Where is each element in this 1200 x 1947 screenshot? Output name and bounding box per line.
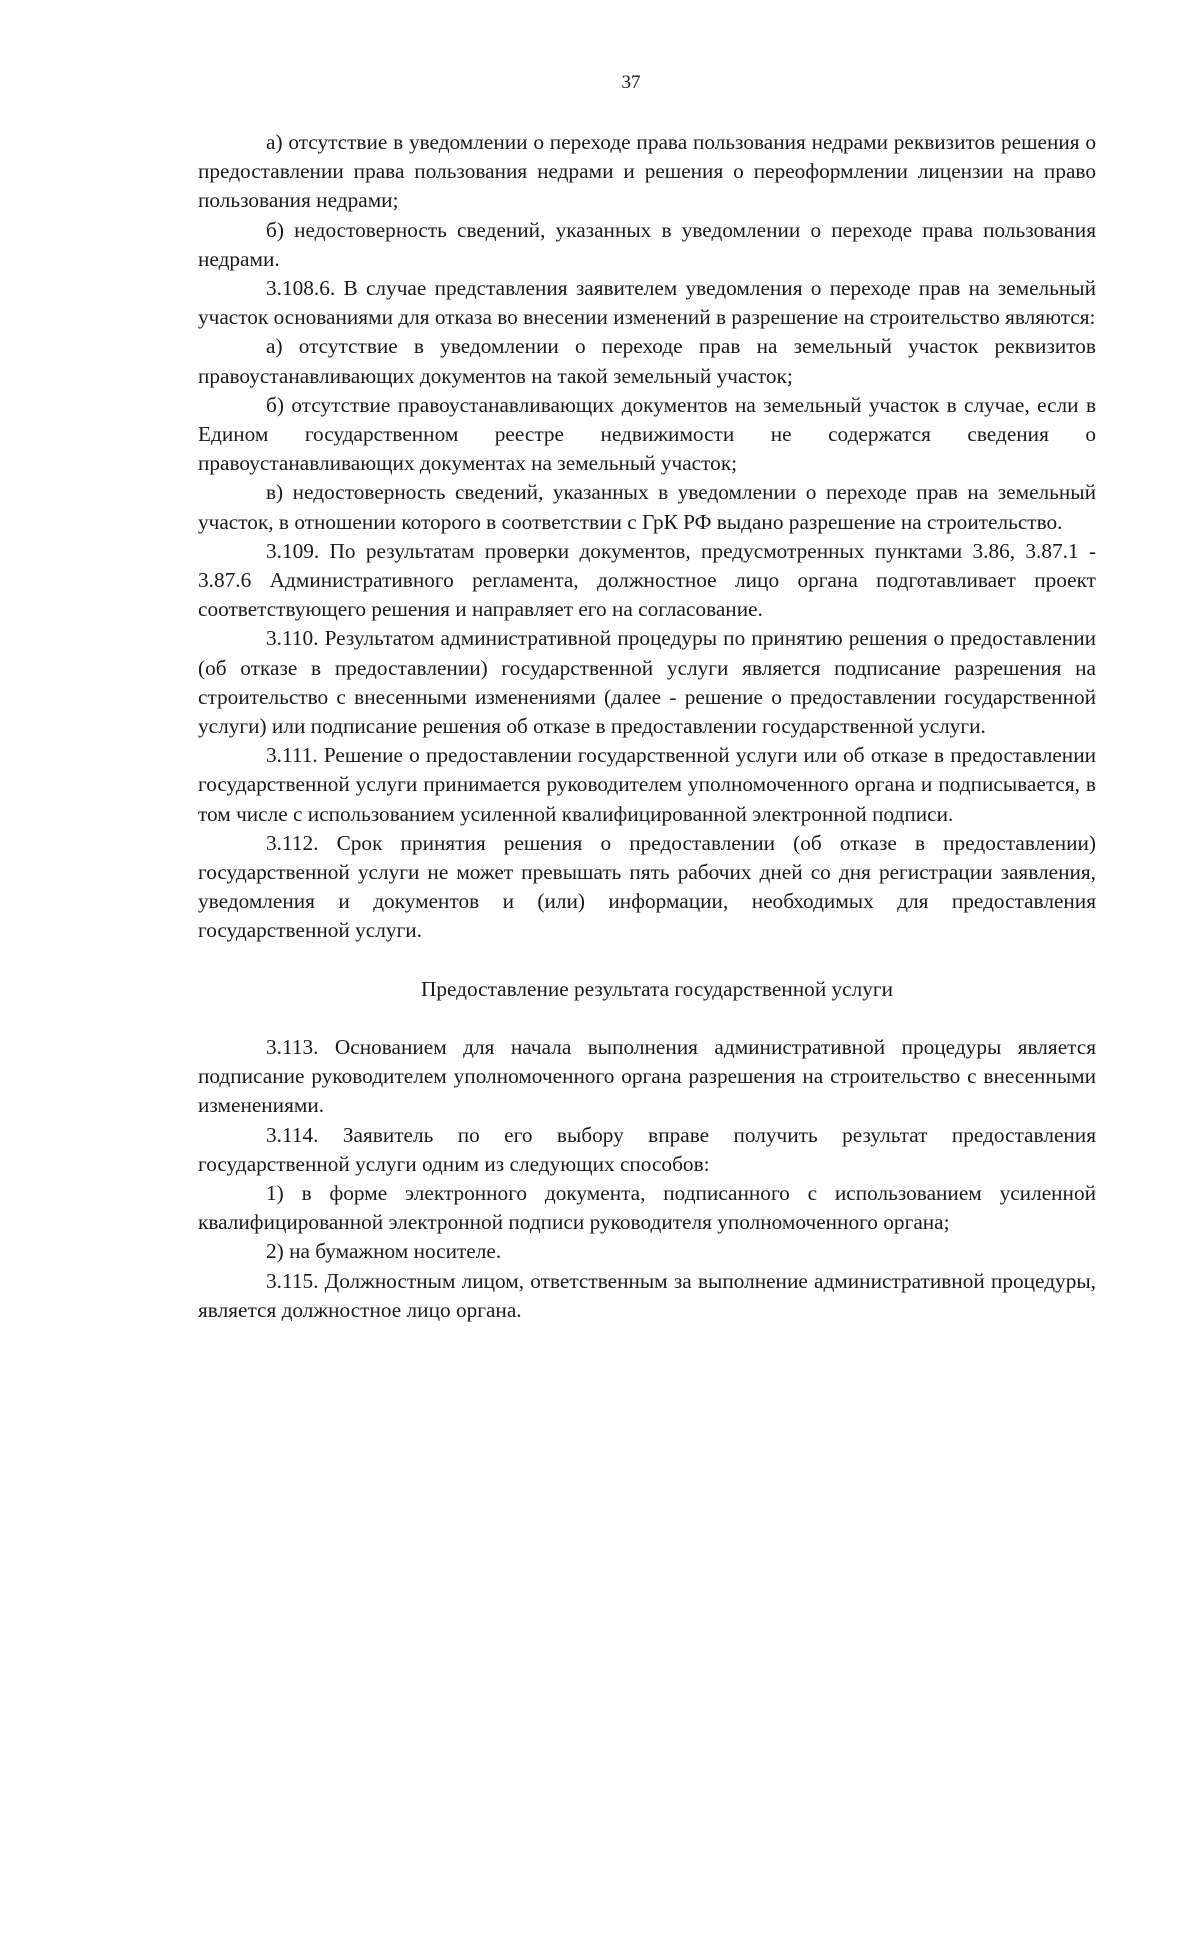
paragraph: в) недостоверность сведений, указанных в уведомлении о переходе прав на земельный участок, в отношении которого в соответствии с ГрК РФ выдано разрешение на строительство. xyxy=(198,480,1096,534)
page-number: 37 xyxy=(621,72,641,93)
paragraph: 1) в форме электронного документа, подписанного с использованием усиленной квалифицированной электронной подписи руководителя уполномоченного органа; xyxy=(198,1180,1096,1235)
section-heading: Предоставление результата государственной услуги xyxy=(420,976,894,1001)
paragraph: 3.112. Срок принятия решения о предоставлении (об отказе в предоставлении) государственной услуги не может превышать пять рабочих дней со дня регистрации заявления, уведомления и документов и (или) информации, необходимых для предоставления государственной услуги. xyxy=(198,830,1096,943)
paragraph: 3.114. Заявитель по его выбору вправе получить результат предоставления государственной услуги одним из следующих способов: xyxy=(198,1122,1096,1176)
paragraph: 3.113. Основанием для начала выполнения административной процедуры является подписание руководителем уполномоченного органа разрешения на строительство с внесенными изменениями. xyxy=(198,1034,1096,1118)
paragraph: а) отсутствие в уведомлении о переходе прав на земельный участок реквизитов правоустанавливающих документов на такой земельный участок; xyxy=(198,334,1096,388)
paragraph: б) отсутствие правоустанавливающих документов на земельный участок в случае, если в Едином государственном реестре недвижимости не содержатся сведения о правоустанавливающих документах на земельный участок; xyxy=(198,392,1096,476)
paragraph: 3.108.6. В случае представления заявителем уведомления о переходе прав на земельный участок основаниями для отказа во внесении изменений в разрешение на строительство являются: xyxy=(198,276,1096,330)
paragraph: 3.111. Решение о предоставлении государственной услуги или об отказе в предоставлении государственной услуги принимается руководителем уполномоченного органа и подписывается, в том числе с использованием усиленной квалифицированной электронной подписи. xyxy=(198,743,1096,826)
paragraph: 3.110. Результатом административной процедуры по принятию решения о предоставлении (об отказе в предоставлении) государственной услуги является подписание разрешения на строительство с внесенными изменениями (далее - решение о предоставлении государственной услуги) или подписание решения об отказе в предоставлении государственной услуги. xyxy=(198,626,1096,739)
paragraph: 3.115. Должностным лицом, ответственным за выполнение административной процедуры, является должностное лицо органа. xyxy=(198,1268,1096,1322)
document-body xyxy=(198,128,1096,1325)
paragraph: б) недостоверность сведений, указанных в уведомлении о переходе права пользования недрами. xyxy=(198,217,1096,271)
paragraph: а) отсутствие в уведомлении о переходе права пользования недрами реквизитов решения о предоставлении права пользования недрами и решения о переоформлении лицензии на право пользования недрами; xyxy=(198,130,1096,213)
paragraph: 2) на бумажном носителе. xyxy=(266,1239,502,1264)
paragraph: 3.109. По результатам проверки документов, предусмотренных пунктами 3.86, 3.87.1 - 3.87.6 Административного регламента, должностное лицо органа подготавливает проект соответствующего решения и направляет его на согласование. xyxy=(198,538,1096,622)
